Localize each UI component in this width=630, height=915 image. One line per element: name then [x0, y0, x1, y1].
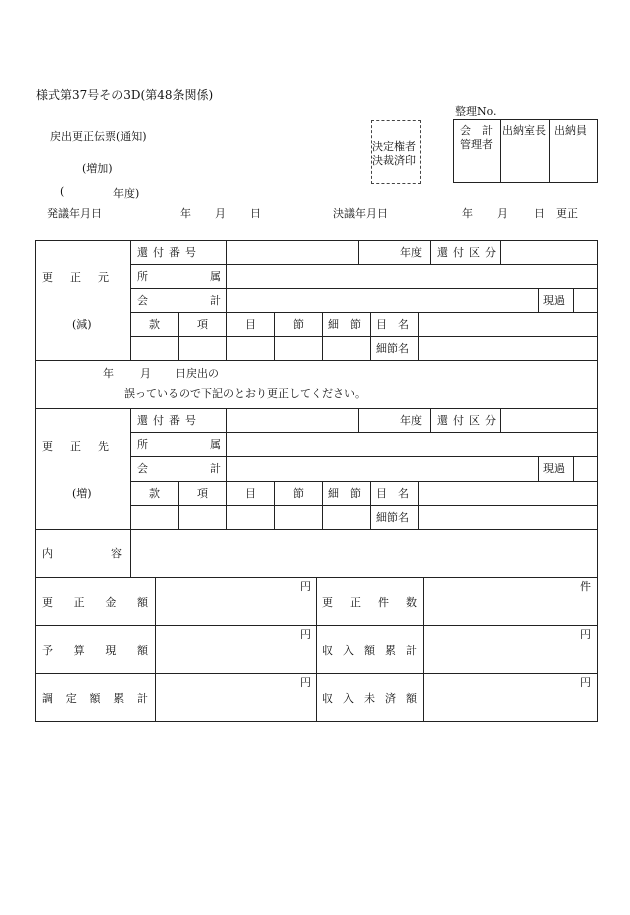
moto-shozoku-text: 所属 [137, 270, 221, 283]
saki-label: 更 正 先 [42, 440, 112, 453]
fiscal-year-label: 年度) [113, 187, 140, 200]
shunyu-misai-text: 収入未済額 [322, 692, 417, 705]
saki-kaikei [137, 462, 221, 475]
stamp-label-2: 決裁済印 [372, 154, 416, 167]
chotei-ruikei-en: 円 [300, 676, 311, 689]
saki-shozoku-text: 所属 [137, 438, 221, 451]
hatsugi-year: 年 [180, 207, 191, 220]
yosan-gengaku-en: 円 [300, 628, 311, 641]
ketsugi-day: 日 [534, 207, 545, 220]
middle-line1: 日戻出の [175, 367, 219, 380]
saki-kanpu-bango: 還付番号 [137, 414, 201, 427]
chotei-ruikei-text: 調定額累計 [42, 692, 148, 705]
approver-suitou-in: 出納員 [554, 124, 587, 137]
approver-kaikei-1: 会 計 [460, 124, 493, 137]
approver-suitou-chou: 出納室長 [502, 124, 546, 137]
kousei-kensu-text: 更正件数 [322, 596, 417, 609]
kousei-kensu-label [322, 596, 417, 609]
moto-sub: (減) [72, 318, 92, 331]
saki-kanpu-kubun: 還付区分 [437, 414, 501, 427]
saki-sub: (増) [72, 487, 92, 500]
middle-month: 月 [140, 367, 151, 380]
seiri-no: 整理No. [455, 105, 497, 118]
fiscal-year-open: ( [60, 185, 65, 198]
document-name: 戻出更正伝票(通知) [50, 130, 147, 143]
moto-label: 更 正 元 [42, 271, 112, 284]
saki-moku: 目 [245, 487, 256, 500]
moto-kaikei-text: 会計 [137, 294, 221, 307]
moto-setsu: 節 [293, 318, 304, 331]
shunyu-ruikei-en: 円 [580, 628, 591, 641]
saki-kou: 項 [197, 487, 208, 500]
naiyou-label [42, 547, 122, 560]
saki-kaikei-text: 会計 [137, 462, 221, 475]
shunyu-misai-en: 円 [580, 676, 591, 689]
kousei-kingaku-text: 更正金額 [42, 596, 148, 609]
moto-moku: 目 [245, 318, 256, 331]
moto-mokumei: 目 名 [376, 318, 409, 331]
saki-setsu: 節 [293, 487, 304, 500]
shunyu-ruikei-label [322, 644, 417, 657]
moto-kanpu-bango: 還付番号 [137, 246, 201, 259]
saki-mokumei: 目 名 [376, 487, 409, 500]
saki-shozoku [137, 438, 221, 451]
stamp-label-1: 決定権者 [372, 140, 416, 153]
moto-kanpu-kubun: 還付区分 [437, 246, 501, 259]
shunyu-misai-label [322, 692, 417, 705]
moto-kan: 款 [149, 318, 160, 331]
moto-shozoku [137, 270, 227, 283]
kousei-kingaku-label [42, 596, 148, 609]
ketsugi-date-label: 決議年月日 [333, 207, 388, 220]
saki-saisetsumei: 細節名 [376, 511, 409, 524]
saki-saisetsu: 細 節 [328, 487, 361, 500]
middle-line2: 誤っているので下記のとおり更正してください。 [124, 387, 366, 400]
naiyou-text: 内 容 [42, 547, 122, 560]
saki-genka: 現過 [543, 462, 565, 475]
ketsugi-month: 月 [497, 207, 508, 220]
kousei-kingaku-en: 円 [300, 580, 311, 593]
increase-label: (増加) [82, 162, 113, 175]
moto-nendo: 年度 [400, 246, 422, 259]
hatsugi-month: 月 [215, 207, 226, 220]
middle-year: 年 [103, 367, 114, 380]
moto-kaikei [137, 294, 221, 307]
ketsugi-year: 年 [462, 207, 473, 220]
hatsugi-day: 日 [250, 207, 261, 220]
moto-saisetsumei: 細節名 [376, 342, 409, 355]
kousei-kensu-ken: 件 [580, 580, 591, 593]
form-title: 様式第37号その3D(第48条関係) [36, 88, 214, 102]
yosan-gengaku-text: 予算現額 [42, 644, 148, 657]
approver-kaikei-2: 管理者 [460, 138, 493, 151]
chotei-ruikei-label [42, 692, 148, 705]
saki-nendo: 年度 [400, 414, 422, 427]
moto-saisetsu: 細 節 [328, 318, 361, 331]
yosan-gengaku-label [42, 644, 148, 657]
shunyu-ruikei-text: 収入額累計 [322, 644, 417, 657]
kousei-label: 更正 [556, 207, 578, 220]
saki-kan: 款 [149, 487, 160, 500]
moto-kou: 項 [197, 318, 208, 331]
hatsugi-date-label: 発議年月日 [47, 207, 102, 220]
moto-genka: 現過 [543, 294, 565, 307]
